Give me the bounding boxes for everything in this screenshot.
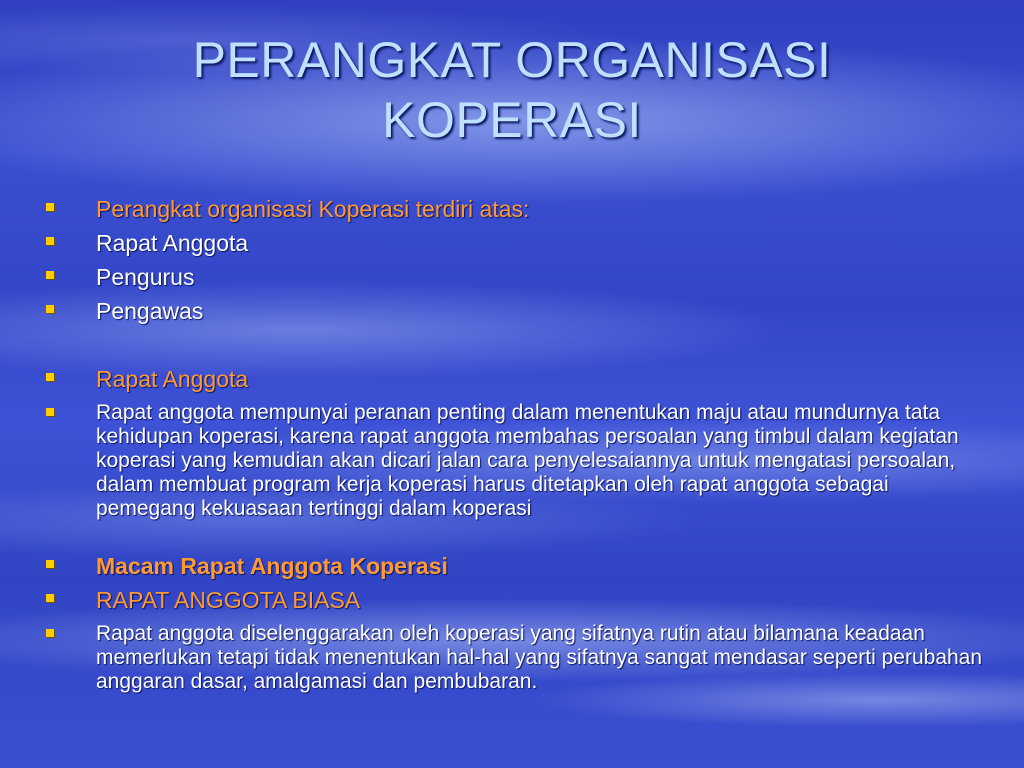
list-item-heading-macam-rapat [40,549,990,583]
square-bullet-icon [46,594,54,602]
square-bullet-icon [46,271,54,279]
square-bullet-icon [46,305,54,313]
list-item-heading-rapat-anggota [40,362,990,396]
square-bullet-icon [46,237,54,245]
square-bullet-icon [46,408,54,416]
square-bullet-icon [46,629,54,637]
list-item-text: Rapat anggota diselenggarakan oleh koperasi yang sifatnya rutin atau bilamana keadaan memerlukan tetapi tidak menentukan hal-hal yang sifatnya sangat mendasar seperti perubahan anggaran dasar, amalgamasi dan pembubaran. [96,622,983,693]
list-item-rapat-anggota [40,226,990,260]
list-item-text: Rapat Anggota [96,366,249,392]
list-item-text: Macam Rapat Anggota Koperasi [96,553,448,579]
list-spacer [40,521,990,549]
list-item-pengurus [40,260,990,294]
square-bullet-icon [46,203,54,211]
list-item-text: Perangkat organisasi Koperasi terdiri atas: [96,196,530,222]
square-bullet-icon [46,373,54,381]
list-item-text: Pengawas [96,298,204,324]
list-item-text: Rapat anggota mempunyai peranan penting dalam menentukan maju atau mundurnya tata kehidupan koperasi, karena rapat anggota membahas persoalan yang timbul dalam kegiatan koperasi yang kemudian akan dicari jalan cara penyelesaiannya untuk mengatasi persoalan, dalam membuat program kerja koperasi harus ditetapkan oleh rapat anggota sebagai pemegang kekuasaan tertinggi dalam koperasi [96,401,959,520]
list-item-pengawas [40,294,990,328]
list-item-paragraph-rapat-anggota [40,396,990,521]
list-spacer [40,328,990,362]
list-item-text: Pengurus [96,264,195,290]
bullet-list [40,192,990,694]
list-item-text: Rapat Anggota [96,230,249,256]
square-bullet-icon [46,560,54,568]
list-item-intro [40,192,990,226]
list-item-text: RAPAT ANGGOTA BIASA [96,587,361,613]
slide-title [60,30,964,150]
list-item-heading-rapat-biasa [40,583,990,617]
list-item-paragraph-rapat-biasa [40,617,990,694]
slide-title-line-2: KOPERASI [382,92,642,148]
slide-title-line-1: PERANGKAT ORGANISASI [192,32,832,88]
